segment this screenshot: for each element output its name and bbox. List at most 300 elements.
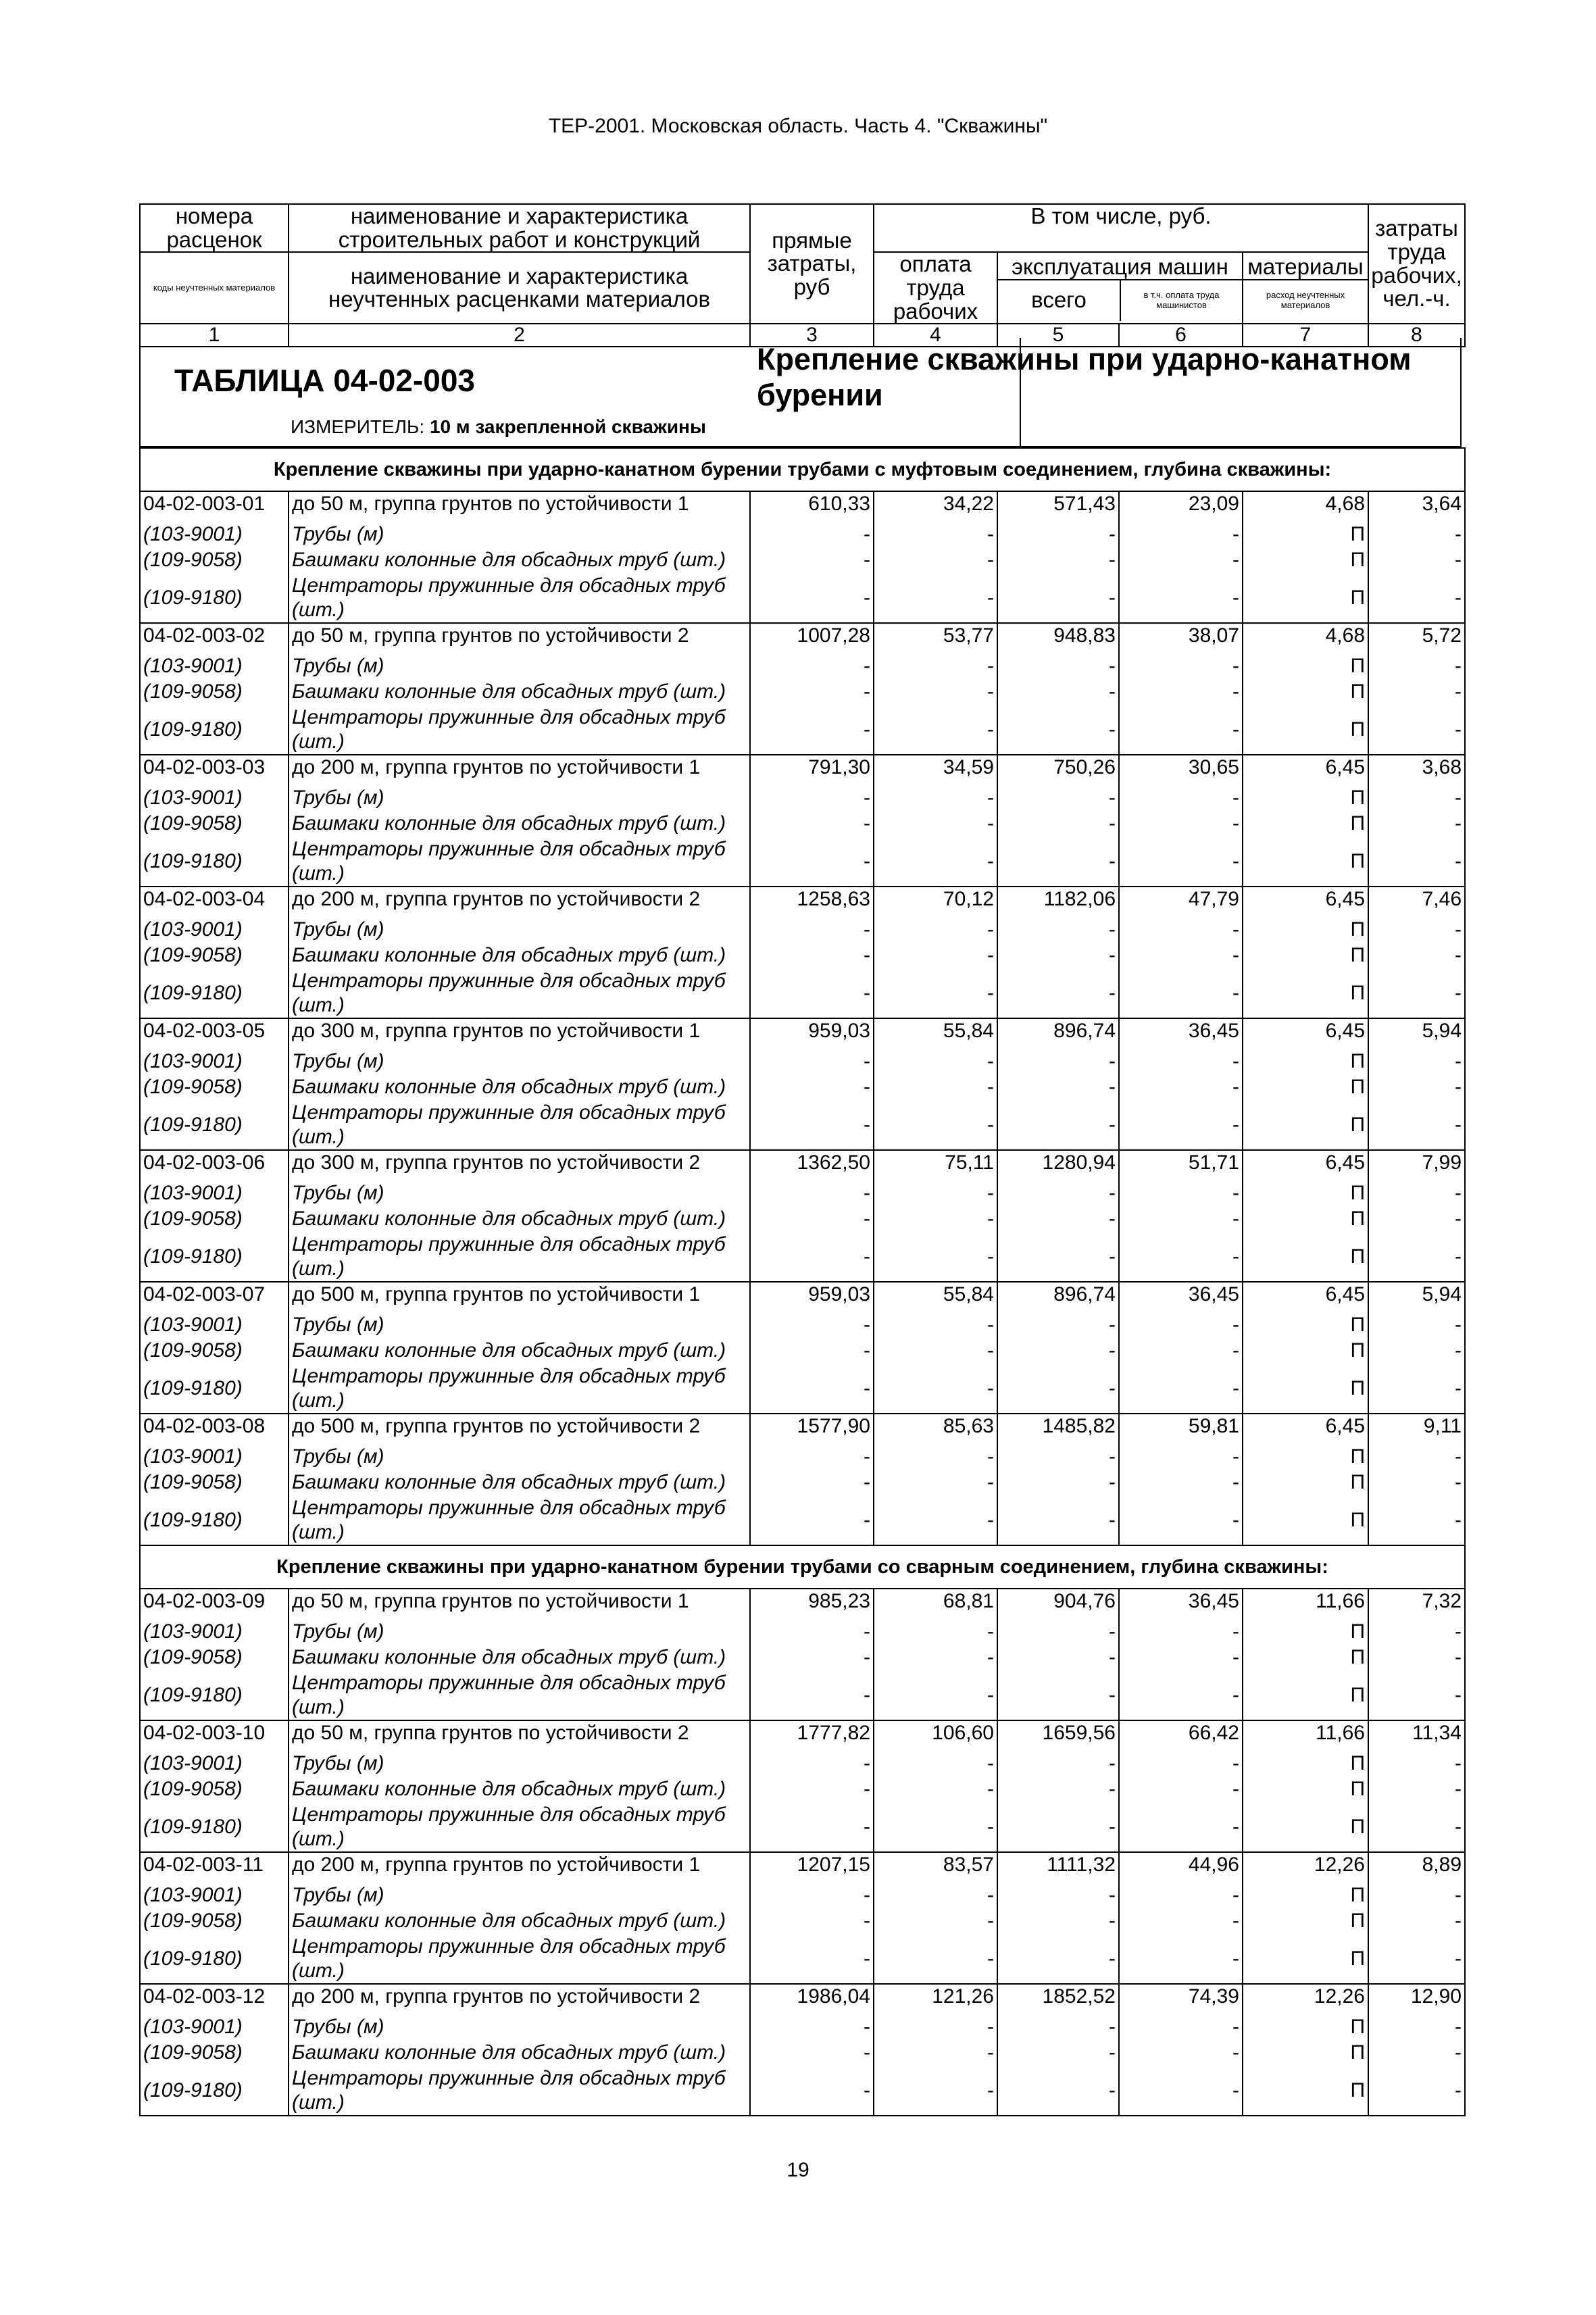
work-description: до 300 м, группа грунтов по устойчивости 2	[289, 1150, 750, 1181]
work-description: до 50 м, группа грунтов по устойчивости 2	[289, 1720, 750, 1751]
section-title: Крепление скважины при ударно-канатном бурении трубами с муфтовым соединением, глубина скважины:	[140, 448, 1465, 491]
dash-cell: -	[997, 2015, 1119, 2041]
header-work-name: наименование и характеристика строительных работ и конструкций	[289, 204, 750, 252]
value-labor: 55,84	[874, 1018, 997, 1049]
dash-cell: -	[874, 1909, 997, 1935]
dash-cell: -	[997, 812, 1119, 837]
material-mark: П	[1243, 522, 1368, 548]
dash-cell: -	[997, 786, 1119, 812]
table-row	[140, 1414, 1465, 1445]
material-code: (109-9058)	[140, 1777, 289, 1803]
dash-cell: -	[997, 1049, 1119, 1075]
table-meter	[291, 416, 706, 438]
work-description: до 50 м, группа грунтов по устойчивости 1	[289, 491, 750, 522]
dash-cell: -	[997, 1101, 1119, 1150]
value-direct: 1362,50	[750, 1150, 874, 1181]
material-mark: П	[1243, 1075, 1368, 1101]
value-mach-labor: 66,42	[1119, 1720, 1243, 1751]
material-mark: П	[1243, 1470, 1368, 1496]
work-description: до 200 м, группа грунтов по устойчивости 2	[289, 1984, 750, 2015]
value-hours: 5,72	[1368, 623, 1465, 654]
dash-cell: -	[1119, 943, 1243, 969]
dash-cell: -	[1119, 1181, 1243, 1207]
value-mach: 1182,06	[997, 887, 1119, 918]
dash-cell: -	[1368, 969, 1465, 1018]
material-row	[140, 1803, 1465, 1852]
value-mach-labor: 38,07	[1119, 623, 1243, 654]
value-hours: 7,46	[1368, 887, 1465, 918]
dash-cell: -	[1368, 1909, 1465, 1935]
dash-cell: -	[1368, 1075, 1465, 1101]
material-code: (109-9058)	[140, 1645, 289, 1671]
value-mach-labor: 36,45	[1119, 1282, 1243, 1313]
material-mark: П	[1243, 654, 1368, 680]
dash-cell: -	[997, 1645, 1119, 1671]
column-number: 2	[289, 324, 750, 347]
dash-cell: -	[750, 1777, 874, 1803]
material-name: Трубы (м)	[289, 1445, 750, 1470]
material-row	[140, 2015, 1465, 2041]
material-name: Башмаки колонные для обсадных труб (шт.)	[289, 1909, 750, 1935]
dash-cell: -	[874, 1470, 997, 1496]
material-name: Трубы (м)	[289, 1620, 750, 1645]
material-code: (103-9001)	[140, 918, 289, 943]
material-name: Трубы (м)	[289, 654, 750, 680]
dash-cell: -	[874, 522, 997, 548]
dash-cell: -	[997, 1751, 1119, 1777]
rates-table	[139, 447, 1466, 2116]
value-hours: 8,89	[1368, 1852, 1465, 1883]
dash-cell: -	[750, 1075, 874, 1101]
value-direct: 1007,28	[750, 623, 874, 654]
material-mark: П	[1243, 1233, 1368, 1282]
material-row	[140, 1671, 1465, 1720]
dash-cell: -	[874, 943, 997, 969]
rate-code: 04-02-003-02	[140, 623, 289, 654]
material-code: (109-9180)	[140, 574, 289, 623]
material-row	[140, 1075, 1465, 1101]
dash-cell: -	[1368, 1935, 1465, 1984]
dash-cell: -	[1119, 786, 1243, 812]
material-row	[140, 837, 1465, 887]
material-row	[140, 574, 1465, 623]
dash-cell: -	[750, 1181, 874, 1207]
dash-cell: -	[874, 1751, 997, 1777]
dash-cell: -	[874, 680, 997, 705]
table-row	[140, 887, 1465, 918]
material-row	[140, 1445, 1465, 1470]
dash-cell: -	[750, 1339, 874, 1364]
value-labor: 34,22	[874, 491, 997, 522]
dash-cell: -	[874, 1620, 997, 1645]
dash-cell: -	[1119, 1751, 1243, 1777]
material-name: Трубы (м)	[289, 918, 750, 943]
dash-cell: -	[1119, 1777, 1243, 1803]
dash-cell: -	[1119, 1470, 1243, 1496]
value-mat: 4,68	[1243, 623, 1368, 654]
value-mach: 1280,94	[997, 1150, 1119, 1181]
value-mach-labor: 23,09	[1119, 491, 1243, 522]
dash-cell: -	[874, 705, 997, 755]
value-mach: 571,43	[997, 491, 1119, 522]
rate-code: 04-02-003-05	[140, 1018, 289, 1049]
rate-code: 04-02-003-08	[140, 1414, 289, 1445]
work-description: до 200 м, группа грунтов по устойчивости 1	[289, 1852, 750, 1883]
material-name: Центраторы пружинные для обсадных труб (шт.)	[289, 1935, 750, 1984]
material-row	[140, 1777, 1465, 1803]
dash-cell: -	[874, 548, 997, 574]
dash-cell: -	[1119, 680, 1243, 705]
table-row	[140, 1720, 1465, 1751]
material-mark: П	[1243, 1313, 1368, 1339]
dash-cell: -	[997, 1671, 1119, 1720]
column-number: 8	[1368, 324, 1465, 347]
header-direct-costs: прямые затраты, руб	[750, 204, 874, 324]
material-code: (109-9058)	[140, 1470, 289, 1496]
dash-cell: -	[750, 969, 874, 1018]
dash-cell: -	[750, 1751, 874, 1777]
material-name: Центраторы пружинные для обсадных труб (шт.)	[289, 1364, 750, 1414]
dash-cell: -	[1119, 1883, 1243, 1909]
work-description: до 50 м, группа грунтов по устойчивости 1	[289, 1589, 750, 1620]
rate-code: 04-02-003-07	[140, 1282, 289, 1313]
dash-cell: -	[874, 1207, 997, 1233]
dash-cell: -	[997, 918, 1119, 943]
dash-cell: -	[1119, 1207, 1243, 1233]
material-mark: П	[1243, 1909, 1368, 1935]
material-mark: П	[1243, 1620, 1368, 1645]
dash-cell: -	[874, 1445, 997, 1470]
dash-cell: -	[1119, 1645, 1243, 1671]
dash-cell: -	[750, 1935, 874, 1984]
value-hours: 5,94	[1368, 1018, 1465, 1049]
dash-cell: -	[997, 1313, 1119, 1339]
value-direct: 791,30	[750, 755, 874, 786]
material-row	[140, 1233, 1465, 1282]
material-code: (109-9058)	[140, 1909, 289, 1935]
dash-cell: -	[1119, 2015, 1243, 2041]
dash-cell: -	[874, 654, 997, 680]
rate-code: 04-02-003-12	[140, 1984, 289, 2015]
value-hours: 7,99	[1368, 1150, 1465, 1181]
dash-cell: -	[750, 918, 874, 943]
value-labor: 68,81	[874, 1589, 997, 1620]
section-header-row	[140, 1545, 1465, 1589]
dash-cell: -	[1119, 1620, 1243, 1645]
value-hours: 5,94	[1368, 1282, 1465, 1313]
dash-cell: -	[874, 786, 997, 812]
material-name: Башмаки колонные для обсадных труб (шт.)	[289, 1645, 750, 1671]
material-mark: П	[1243, 1181, 1368, 1207]
table-title-block	[139, 338, 1462, 447]
dash-cell: -	[1119, 812, 1243, 837]
dash-cell: -	[1119, 1339, 1243, 1364]
material-code: (109-9058)	[140, 548, 289, 574]
table-row	[140, 755, 1465, 786]
dash-cell: -	[750, 943, 874, 969]
value-mach-labor: 74,39	[1119, 1984, 1243, 2015]
dash-cell: -	[997, 1207, 1119, 1233]
dash-cell: -	[1368, 918, 1465, 943]
dash-cell: -	[750, 522, 874, 548]
dash-cell: -	[1119, 548, 1243, 574]
dash-cell: -	[874, 1075, 997, 1101]
meter-value: 10 м закрепленной скважины	[429, 416, 706, 437]
dash-cell: -	[750, 548, 874, 574]
material-name: Трубы (м)	[289, 1751, 750, 1777]
dash-cell: -	[874, 2041, 997, 2066]
rate-code: 04-02-003-01	[140, 491, 289, 522]
dash-cell: -	[997, 1803, 1119, 1852]
dash-cell: -	[874, 1049, 997, 1075]
table-row	[140, 1984, 1465, 2015]
value-mach: 1852,52	[997, 1984, 1119, 2015]
value-mach: 896,74	[997, 1282, 1119, 1313]
value-mach: 904,76	[997, 1589, 1119, 1620]
dash-cell: -	[874, 1181, 997, 1207]
work-description: до 50 м, группа грунтов по устойчивости 2	[289, 623, 750, 654]
work-description: до 500 м, группа грунтов по устойчивости 1	[289, 1282, 750, 1313]
dash-cell: -	[1368, 1496, 1465, 1545]
value-labor: 106,60	[874, 1720, 997, 1751]
dash-cell: -	[874, 1496, 997, 1545]
value-direct: 985,23	[750, 1589, 874, 1620]
dash-cell: -	[750, 1645, 874, 1671]
material-name: Центраторы пружинные для обсадных труб (шт.)	[289, 969, 750, 1018]
material-code: (109-9180)	[140, 2066, 289, 2116]
material-code: (109-9058)	[140, 943, 289, 969]
material-row	[140, 812, 1465, 837]
value-labor: 121,26	[874, 1984, 997, 2015]
material-mark: П	[1243, 1339, 1368, 1364]
material-mark: П	[1243, 680, 1368, 705]
dash-cell: -	[997, 1470, 1119, 1496]
dash-cell: -	[1368, 654, 1465, 680]
value-direct: 610,33	[750, 491, 874, 522]
dash-cell: -	[1368, 1777, 1465, 1803]
material-row	[140, 2066, 1465, 2116]
value-direct: 959,03	[750, 1282, 874, 1313]
material-mark: П	[1243, 812, 1368, 837]
dash-cell: -	[997, 1445, 1119, 1470]
material-name: Центраторы пружинные для обсадных труб (шт.)	[289, 1233, 750, 1282]
dash-cell: -	[1368, 1313, 1465, 1339]
dash-cell: -	[750, 2066, 874, 2116]
dash-cell: -	[1368, 2015, 1465, 2041]
material-row	[140, 918, 1465, 943]
header-material-codes: коды неучтенных материалов	[140, 252, 289, 324]
page-header: ТЕР-2001. Московская область. Часть 4. "Скважины"	[548, 115, 1048, 137]
dash-cell: -	[1368, 786, 1465, 812]
dash-cell: -	[997, 705, 1119, 755]
material-name: Центраторы пружинные для обсадных труб (шт.)	[289, 1496, 750, 1545]
material-code: (103-9001)	[140, 1313, 289, 1339]
material-code: (103-9001)	[140, 1620, 289, 1645]
material-mark: П	[1243, 2015, 1368, 2041]
dash-cell: -	[1368, 680, 1465, 705]
rate-code: 04-02-003-04	[140, 887, 289, 918]
material-mark: П	[1243, 548, 1368, 574]
table-row	[140, 1282, 1465, 1313]
value-mat: 6,45	[1243, 887, 1368, 918]
value-mat: 11,66	[1243, 1720, 1368, 1751]
material-name: Трубы (м)	[289, 1049, 750, 1075]
column-number: 5	[997, 324, 1119, 347]
dash-cell: -	[997, 837, 1119, 887]
dash-cell: -	[874, 1101, 997, 1150]
material-name: Башмаки колонные для обсадных труб (шт.)	[289, 1339, 750, 1364]
header-material-usage: расход неучтенных материалов	[1266, 290, 1345, 310]
dash-cell: -	[750, 786, 874, 812]
material-name: Трубы (м)	[289, 1883, 750, 1909]
dash-cell: -	[1368, 1671, 1465, 1720]
header-machines: эксплуатация машин	[998, 255, 1242, 280]
material-row	[140, 705, 1465, 755]
value-mat: 6,45	[1243, 1150, 1368, 1181]
work-description: до 500 м, группа грунтов по устойчивости 2	[289, 1414, 750, 1445]
dash-cell: -	[1119, 918, 1243, 943]
dash-cell: -	[1119, 1364, 1243, 1414]
material-code: (103-9001)	[140, 1883, 289, 1909]
dash-cell: -	[1119, 1313, 1243, 1339]
rate-code: 04-02-003-03	[140, 755, 289, 786]
dash-cell: -	[997, 1075, 1119, 1101]
material-mark: П	[1243, 1935, 1368, 1984]
dash-cell: -	[750, 1101, 874, 1150]
column-number: 3	[750, 324, 874, 347]
material-row	[140, 1751, 1465, 1777]
value-mach-labor: 47,79	[1119, 887, 1243, 918]
material-mark: П	[1243, 705, 1368, 755]
dash-cell: -	[1368, 812, 1465, 837]
dash-cell: -	[1368, 1049, 1465, 1075]
dash-cell: -	[1119, 654, 1243, 680]
dash-cell: -	[997, 574, 1119, 623]
material-code: (109-9058)	[140, 2041, 289, 2066]
material-name: Центраторы пружинные для обсадных труб (шт.)	[289, 1101, 750, 1150]
meter-label: ИЗМЕРИТЕЛЬ:	[291, 416, 425, 437]
dash-cell: -	[997, 1909, 1119, 1935]
material-row	[140, 522, 1465, 548]
material-mark: П	[1243, 943, 1368, 969]
dash-cell: -	[874, 1883, 997, 1909]
material-name: Центраторы пружинные для обсадных труб (шт.)	[289, 837, 750, 887]
value-mach: 1111,32	[997, 1852, 1119, 1883]
value-mat: 6,45	[1243, 1018, 1368, 1049]
value-direct: 959,03	[750, 1018, 874, 1049]
dash-cell: -	[750, 574, 874, 623]
dash-cell: -	[1368, 1364, 1465, 1414]
dash-cell: -	[1119, 522, 1243, 548]
dash-cell: -	[750, 2015, 874, 2041]
material-row	[140, 548, 1465, 574]
material-code: (109-9180)	[140, 1496, 289, 1545]
value-labor: 75,11	[874, 1150, 997, 1181]
value-labor: 83,57	[874, 1852, 997, 1883]
dash-cell: -	[874, 1671, 997, 1720]
table-code: ТАБЛИЦА 04-02-003	[174, 363, 475, 398]
page-number: 19	[787, 2159, 809, 2181]
header-machines-group	[997, 252, 1243, 324]
work-description: до 300 м, группа грунтов по устойчивости 1	[289, 1018, 750, 1049]
material-name: Башмаки колонные для обсадных труб (шт.)	[289, 680, 750, 705]
dash-cell: -	[874, 918, 997, 943]
dash-cell: -	[1368, 943, 1465, 969]
material-mark: П	[1243, 2041, 1368, 2066]
material-name: Башмаки колонные для обсадных труб (шт.)	[289, 1075, 750, 1101]
value-hours: 11,34	[1368, 1720, 1465, 1751]
dash-cell: -	[997, 1777, 1119, 1803]
dash-cell: -	[1368, 2066, 1465, 2116]
material-name: Башмаки колонные для обсадных труб (шт.)	[289, 548, 750, 574]
header-rate-number: номера расценок	[140, 204, 289, 252]
dash-cell: -	[1119, 837, 1243, 887]
value-mach: 948,83	[997, 623, 1119, 654]
material-code: (103-9001)	[140, 2015, 289, 2041]
dash-cell: -	[997, 1181, 1119, 1207]
dash-cell: -	[997, 654, 1119, 680]
dash-cell: -	[874, 574, 997, 623]
material-row	[140, 1049, 1465, 1075]
value-labor: 53,77	[874, 623, 997, 654]
dash-cell: -	[750, 1620, 874, 1645]
value-mat: 11,66	[1243, 1589, 1368, 1620]
value-direct: 1577,90	[750, 1414, 874, 1445]
dash-cell: -	[874, 1364, 997, 1414]
dash-cell: -	[750, 1883, 874, 1909]
material-name: Башмаки колонные для обсадных труб (шт.)	[289, 2041, 750, 2066]
dash-cell: -	[997, 1620, 1119, 1645]
dash-cell: -	[750, 705, 874, 755]
material-code: (103-9001)	[140, 522, 289, 548]
material-row	[140, 1181, 1465, 1207]
dash-cell: -	[750, 837, 874, 887]
section-header-row	[140, 448, 1465, 491]
value-hours: 7,32	[1368, 1589, 1465, 1620]
dash-cell: -	[874, 2015, 997, 2041]
material-code: (109-9058)	[140, 1075, 289, 1101]
material-row	[140, 1496, 1465, 1545]
dash-cell: -	[750, 680, 874, 705]
material-name: Трубы (м)	[289, 786, 750, 812]
header-materials: материалы	[1243, 255, 1368, 280]
dash-cell: -	[1368, 705, 1465, 755]
dash-cell: -	[997, 1496, 1119, 1545]
material-name: Башмаки колонные для обсадных труб (шт.)	[289, 812, 750, 837]
dash-cell: -	[1368, 1339, 1465, 1364]
header-including: В том числе, руб.	[874, 204, 1368, 252]
dash-cell: -	[874, 1339, 997, 1364]
dash-cell: -	[874, 812, 997, 837]
dash-cell: -	[1368, 1181, 1465, 1207]
value-labor: 70,12	[874, 887, 997, 918]
material-mark: П	[1243, 786, 1368, 812]
material-mark: П	[1243, 1364, 1368, 1414]
material-code: (109-9180)	[140, 969, 289, 1018]
dash-cell: -	[1368, 1751, 1465, 1777]
dash-cell: -	[874, 1233, 997, 1282]
dash-cell: -	[750, 1313, 874, 1339]
dash-cell: -	[997, 1364, 1119, 1414]
dash-cell: -	[750, 2041, 874, 2066]
material-mark: П	[1243, 1777, 1368, 1803]
material-mark: П	[1243, 1049, 1368, 1075]
dash-cell: -	[997, 548, 1119, 574]
material-code: (103-9001)	[140, 1049, 289, 1075]
table-title: Крепление скважины при ударно-канатном бурении	[757, 342, 1412, 412]
dash-cell: -	[1119, 1671, 1243, 1720]
material-code: (109-9180)	[140, 1101, 289, 1150]
